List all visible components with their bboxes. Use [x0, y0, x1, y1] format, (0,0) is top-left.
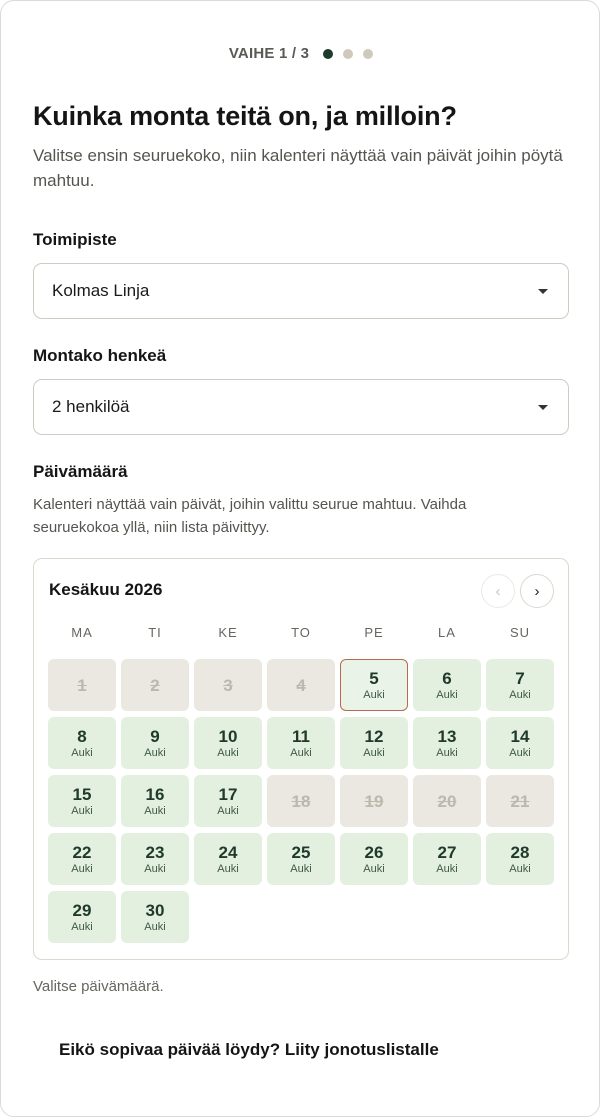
day-number: 6 [442, 668, 452, 688]
day-number: 10 [218, 726, 238, 746]
day-number: 27 [437, 842, 457, 862]
day-status: Auki [144, 746, 166, 759]
day-status: Auki [509, 862, 531, 875]
calendar-day[interactable] [48, 717, 116, 769]
day-number: 17 [218, 784, 238, 804]
day-status: Auki [363, 688, 385, 701]
step-dot-3 [363, 49, 373, 59]
calendar-day-unavailable [194, 659, 262, 711]
calendar-day[interactable] [121, 775, 189, 827]
page-subtitle: Valitse ensin seuruekoko, niin kalenteri näyttää vain päivät joihin pöytä mahtuu. [33, 146, 563, 190]
calendar-day[interactable] [121, 717, 189, 769]
day-status: Auki [71, 746, 93, 759]
day-number: 23 [145, 842, 165, 862]
day-number: 1 [77, 675, 87, 695]
location-value: Kolmas Linja [52, 281, 150, 300]
calendar-month-title: Kesäkuu 2026 [49, 580, 163, 599]
page-title: Kuinka monta teitä on, ja milloin? [33, 101, 457, 131]
day-number: 30 [145, 900, 165, 920]
day-status: Auki [144, 804, 166, 817]
day-number: 2 [150, 675, 160, 695]
selection-status: Valitse päivämäärä. [33, 978, 164, 995]
calendar-day[interactable] [48, 891, 116, 943]
day-number: 20 [437, 791, 457, 811]
day-status: Auki [436, 746, 458, 759]
day-number: 18 [291, 791, 311, 811]
calendar-day[interactable] [48, 833, 116, 885]
weekday-label: MA [71, 625, 93, 640]
day-number: 21 [510, 791, 530, 811]
party-size-label: Montako henkeä [33, 346, 167, 365]
day-number: 11 [292, 726, 310, 746]
day-status: Auki [144, 862, 166, 875]
location-label: Toimipiste [33, 230, 117, 249]
calendar-day[interactable] [340, 659, 408, 711]
weekday-label: SU [509, 625, 531, 640]
weekday-header [48, 625, 556, 640]
day-status: Auki [436, 688, 458, 701]
day-status: Auki [71, 920, 93, 933]
weekday-label: TI [148, 625, 162, 640]
calendar-day[interactable] [413, 717, 481, 769]
calendar-day[interactable] [267, 833, 335, 885]
day-number: 22 [72, 842, 92, 862]
day-status: Auki [217, 804, 239, 817]
calendar-day[interactable] [486, 659, 554, 711]
day-status: Auki [363, 746, 385, 759]
day-status: Auki [290, 746, 312, 759]
step-label: VAIHE 1 / 3 [228, 45, 310, 62]
day-status: Auki [290, 862, 312, 875]
weekday-label: LA [438, 625, 456, 640]
day-number: 24 [218, 842, 238, 862]
day-number: 9 [150, 726, 160, 746]
day-status: Auki [509, 688, 531, 701]
calendar-day-unavailable [267, 659, 335, 711]
day-number: 12 [364, 726, 384, 746]
calendar-day[interactable] [267, 717, 335, 769]
step-dot-2 [343, 49, 353, 59]
party-size-select[interactable] [33, 379, 569, 435]
day-status: Auki [509, 746, 531, 759]
calendar-day[interactable] [121, 833, 189, 885]
day-status: Auki [144, 920, 166, 933]
day-status: Auki [363, 862, 385, 875]
day-number: 3 [223, 675, 233, 695]
waitlist-link[interactable]: Eikö sopivaa päivää löydy? Liity jonotuslistalle [59, 1040, 439, 1059]
weekday-label: TO [291, 625, 311, 640]
day-number: 14 [510, 726, 530, 746]
day-status: Auki [217, 862, 239, 875]
day-number: 13 [437, 726, 457, 746]
day-status: Auki [436, 862, 458, 875]
day-number: 26 [364, 842, 384, 862]
calendar [33, 558, 569, 960]
caret-down-icon [538, 405, 548, 410]
day-status: Auki [217, 746, 239, 759]
calendar-day[interactable] [413, 659, 481, 711]
day-number: 4 [296, 675, 306, 695]
step-indicator [1, 45, 600, 62]
day-number: 19 [364, 791, 384, 811]
calendar-day[interactable] [121, 891, 189, 943]
date-label: Päivämäärä [33, 462, 128, 481]
party-size-value: 2 henkilöä [52, 397, 130, 416]
calendar-day-unavailable [48, 659, 116, 711]
calendar-day[interactable] [340, 833, 408, 885]
calendar-day[interactable] [413, 833, 481, 885]
calendar-day-unavailable [121, 659, 189, 711]
day-number: 16 [145, 784, 165, 804]
chevron-left-icon: ‹ [495, 582, 501, 600]
calendar-day-unavailable [340, 775, 408, 827]
location-select[interactable] [33, 263, 569, 319]
calendar-day[interactable] [194, 833, 262, 885]
day-number: 15 [72, 784, 92, 804]
next-month-button[interactable] [520, 574, 554, 608]
calendar-day[interactable] [340, 717, 408, 769]
chevron-right-icon: › [534, 582, 540, 600]
prev-month-button[interactable] [481, 574, 515, 608]
day-status: Auki [71, 804, 93, 817]
calendar-day[interactable] [194, 775, 262, 827]
date-help-text: Kalenteri näyttää vain päivät, joihin valittu seurue mahtuu. Vaihda seuruekokoa yllä, niin lista päivittyy. [33, 496, 467, 536]
day-number: 7 [515, 668, 525, 688]
day-number: 25 [291, 842, 311, 862]
day-number: 28 [510, 842, 530, 862]
calendar-day[interactable] [48, 775, 116, 827]
calendar-day[interactable] [194, 717, 262, 769]
calendar-day-unavailable [486, 775, 554, 827]
caret-down-icon [538, 289, 548, 294]
day-status: Auki [71, 862, 93, 875]
step-dot-1 [323, 49, 333, 59]
weekday-label: KE [218, 625, 238, 640]
day-number: 8 [77, 726, 87, 746]
calendar-day-unavailable [267, 775, 335, 827]
day-number: 5 [369, 668, 379, 688]
weekday-label: PE [364, 625, 384, 640]
calendar-day[interactable] [486, 717, 554, 769]
calendar-day-unavailable [413, 775, 481, 827]
day-grid [48, 659, 556, 943]
calendar-day[interactable] [486, 833, 554, 885]
day-number: 29 [72, 900, 92, 920]
